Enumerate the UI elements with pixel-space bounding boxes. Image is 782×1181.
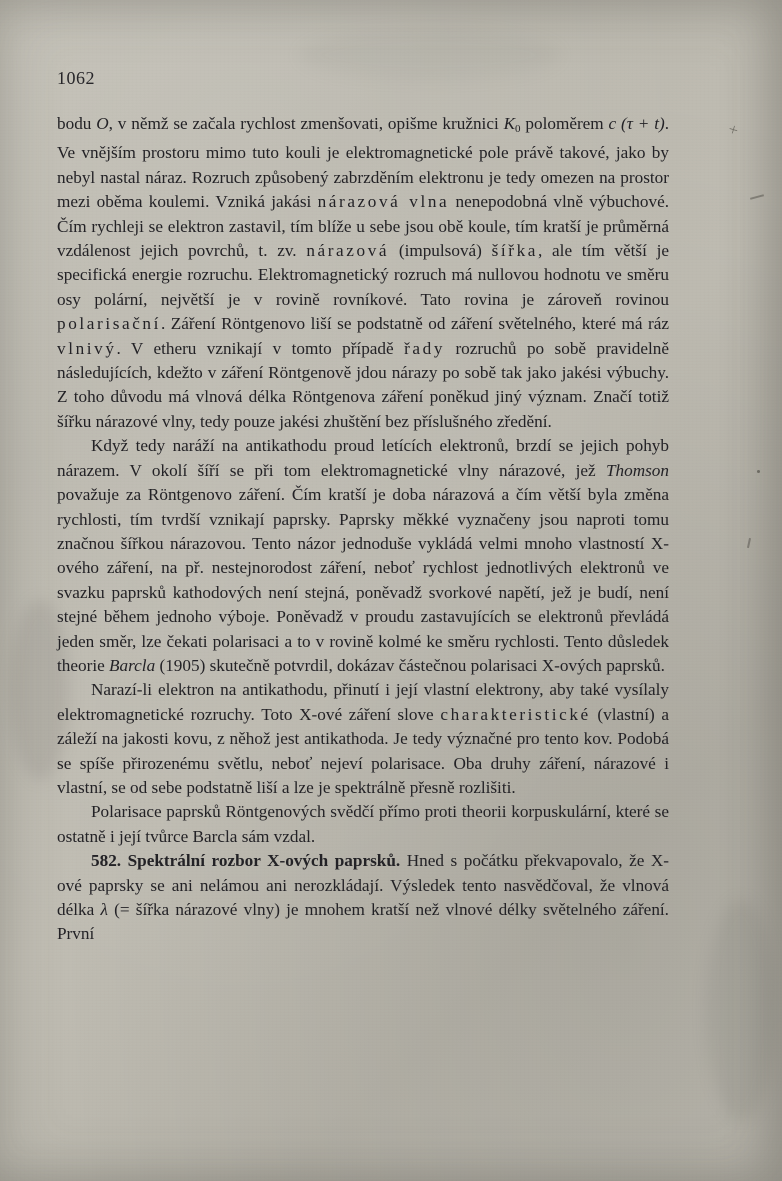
text-run: řady bbox=[404, 338, 446, 358]
text-run: (vlastní) a záleží na jakosti kovu, z něhož jest antikathoda. Je tedy význačné pro tento kov. Podobá se spíše přirozenému světlu, neboť nejeví polarisace. Oba druhy záření, nárazové i vlastní, se od sebe podstatně liší a lze je spektrálně přesně rozlišiti. bbox=[57, 704, 669, 797]
text-run: . Záření Röntgenovo liší se podstatně od záření světelného, které má ráz bbox=[161, 314, 669, 334]
paper-smudge-top bbox=[300, 30, 560, 80]
paragraph-2 bbox=[57, 434, 669, 678]
text-run: šířka nárazové vlny bbox=[135, 900, 275, 919]
text-run: Barcla bbox=[109, 655, 156, 675]
text-run: bodu bbox=[57, 114, 97, 133]
text-run: (= bbox=[107, 900, 136, 919]
paragraph-1 bbox=[57, 112, 669, 434]
text-run: 0 bbox=[515, 123, 521, 135]
paragraph-3 bbox=[57, 678, 669, 800]
text-run: (1905) skutečně potvrdil, dokázav částečnou polarisaci X-ových paprsků. bbox=[155, 655, 665, 675]
margin-tick-mark bbox=[747, 538, 751, 548]
text-run: Když tedy naráží na antikathodu proud letících elektronů, brzdí se jejich pohyb nárazem. V okolí šíří se při tom elektromagnetické vlny nárazové, jež bbox=[57, 436, 669, 480]
text-run: λ bbox=[100, 900, 108, 919]
text-run: rozruchů po sobě pravidelně následujících, kdežto v záření Röntgenově jdou nárazy po sobě tak jako jakési výbuchy. Z toho důvodu má vlnová délka Röntgenova záření poněkud jiný význam. Značí totiž šířku nárazové vlny, tedy pouze jakési zhuštění bez příslušného zředění. bbox=[57, 338, 669, 431]
text-run: vlnivý bbox=[57, 338, 117, 358]
text-run: považuje za Röntgenovo záření. Čím kratší je doba nárazová a čím větší byla změna rychlosti, tím tvrdší vznikají paprsky. Paprsky měkké vyznačeny jsou naproti tomu značnou šířkou nárazovou. Tento názor jednoduše vykládá velmi mnoho vlastností X-ového záření, na př. nestejnorodost záření, neboť rychlost jednotlivých elektronů ve svazku paprsků kathodových není stejná, poněvadž svorkové napětí, jež je budí, není stejné během jednoho výboje. Poněvadž v proudu zastavujících se elektronů převládá jeden směr, lze čekati polarisaci a to v rovině kolmé ke směru rychlosti. Tento důsledek theorie bbox=[57, 485, 669, 675]
text-run: charakteristické bbox=[440, 704, 591, 724]
text-run: poloměrem bbox=[520, 114, 609, 133]
margin-dot-mark bbox=[757, 470, 760, 473]
text-run: , ale tím větší je specifická energie rozruchu. Elektromagnetický rozruch má nullovou hodnotu ve směru osy polární, největší je v rovině rovníkové. Tato rovina je zároveň rovinou bbox=[57, 241, 669, 309]
paragraph-4 bbox=[57, 800, 669, 849]
text-run: K bbox=[503, 114, 516, 133]
margin-pencil-mark bbox=[750, 194, 764, 200]
page-number: 1062 bbox=[57, 68, 95, 88]
text-run: , v němž se začala rychlost zmenšovati, opišme kružnici bbox=[108, 114, 504, 133]
text-run: nenepodobná vlně výbuchové. Čím rychleji se elektron zastavil, tím blíže u sebe jsou obě koule, tím kratší je průměrná vzdálenost jejich povrchů, t. zv. bbox=[57, 192, 669, 261]
text-run: nárazová bbox=[306, 241, 390, 261]
text-run: Narazí-li elektron na antikathodu, přinutí i její vlastní elektrony, aby také vysílaly elektromagnetické rozruchy. Toto X-ové záření slove bbox=[57, 680, 669, 724]
text-run: . Ve vnějším prostoru mimo tuto kouli je elektromagnetické pole právě takové, jako by nebyl nastal náraz. Rozruch způsobený zabrzděním elektronu je tedy omezen na prostor mezi oběma koulemi. Vzniká jakási bbox=[57, 114, 669, 212]
text-run: šířka bbox=[491, 241, 539, 261]
text-run: O bbox=[96, 114, 109, 133]
text-run: ) je mnohem kratší než vlnové délky světelného záření. První bbox=[57, 900, 669, 944]
text-run: c (τ + t) bbox=[608, 114, 665, 133]
text-run: Polarisace paprsků Röntgenových svědčí přímo proti theorii korpuskulární, které se ostatně i její tvůrce Barcla sám vzdal. bbox=[57, 802, 669, 846]
text-run: polarisační bbox=[57, 314, 162, 334]
text-run: Hned s počátku překvapovalo, že X-ové paprsky se ani nelámou ani nerozkládají. Výsledek tento nasvědčoval, že vlnová délka bbox=[57, 851, 670, 919]
section-582-paragraph bbox=[57, 849, 669, 947]
page-body-text bbox=[57, 112, 669, 947]
text-run: nárazová vlna bbox=[317, 192, 450, 212]
text-run: 582. Spektrální rozbor X-ových paprsků. bbox=[91, 851, 401, 871]
paper-smudge-right bbox=[706, 900, 776, 1120]
margin-scratch-icon: × bbox=[726, 121, 742, 140]
text-run: Thomson bbox=[605, 460, 669, 480]
text-run: . V etheru vznikají v tomto případě bbox=[116, 338, 405, 358]
text-run: (impulsová) bbox=[389, 241, 492, 261]
